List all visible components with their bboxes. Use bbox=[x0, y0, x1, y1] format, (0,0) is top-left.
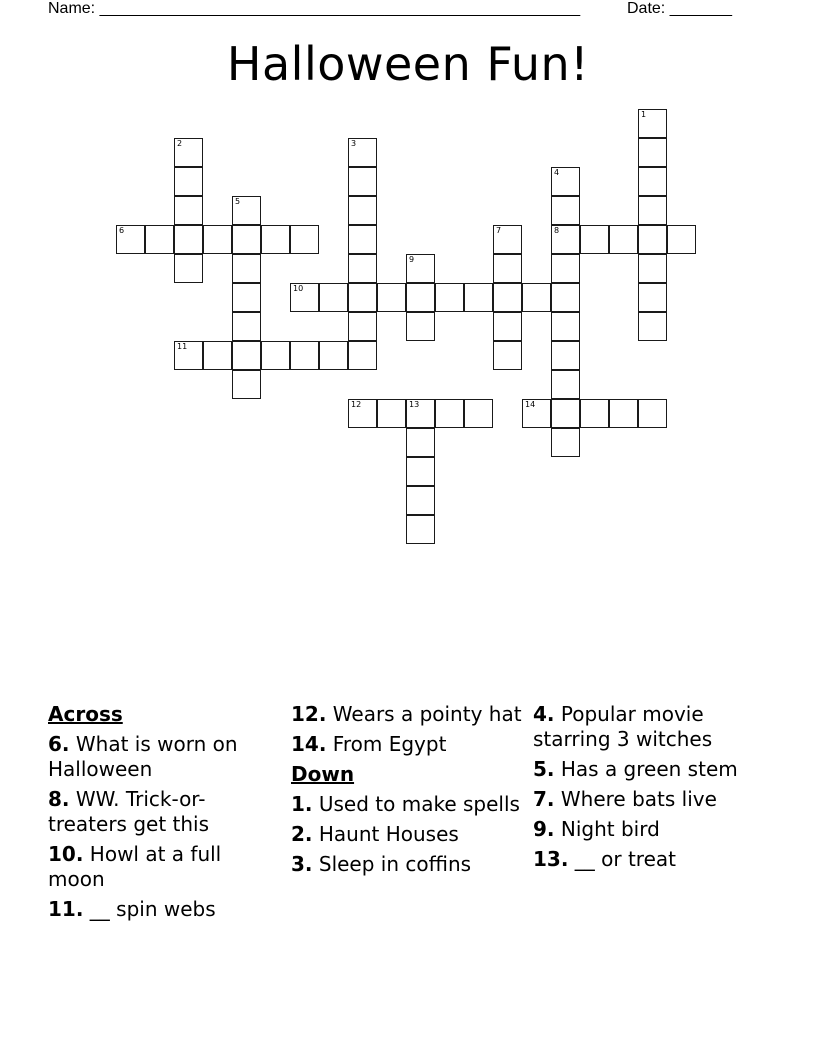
grid-cell[interactable] bbox=[319, 341, 348, 370]
clue-text: Popular movie starring 3 witches bbox=[533, 702, 713, 751]
grid-cell[interactable] bbox=[348, 312, 377, 341]
clue-text: __ or treat bbox=[568, 847, 676, 871]
grid-cell[interactable] bbox=[435, 283, 464, 312]
clue-text: Has a green stem bbox=[554, 757, 738, 781]
grid-cell[interactable] bbox=[348, 254, 377, 283]
clue-down-13 bbox=[533, 847, 769, 872]
cell-number: 6 bbox=[119, 226, 125, 235]
grid-cell[interactable] bbox=[551, 312, 580, 341]
grid-cell[interactable] bbox=[348, 138, 377, 167]
clue-text: Sleep in coffins bbox=[312, 852, 472, 876]
clue-text: Used to make spells bbox=[312, 792, 520, 816]
grid-cell[interactable] bbox=[638, 399, 667, 428]
grid-cell[interactable] bbox=[522, 283, 551, 312]
grid-cell[interactable] bbox=[261, 341, 290, 370]
clue-number: 4. bbox=[533, 702, 555, 726]
clue-text: Haunt Houses bbox=[312, 822, 459, 846]
clue-down-9 bbox=[533, 817, 769, 842]
grid-cell[interactable] bbox=[174, 138, 203, 167]
grid-cell[interactable] bbox=[638, 167, 667, 196]
cell-number: 8 bbox=[554, 226, 560, 235]
grid-cell[interactable] bbox=[638, 138, 667, 167]
grid-cell[interactable] bbox=[638, 312, 667, 341]
grid-cell[interactable] bbox=[551, 370, 580, 399]
cell-number: 1 bbox=[641, 110, 647, 119]
grid-cell[interactable] bbox=[638, 283, 667, 312]
clue-across-6 bbox=[48, 732, 284, 782]
clue-number: 1. bbox=[291, 792, 313, 816]
clue-number: 3. bbox=[291, 852, 313, 876]
grid-cell[interactable] bbox=[406, 312, 435, 341]
clue-down-7 bbox=[533, 787, 769, 812]
grid-cell[interactable] bbox=[551, 341, 580, 370]
grid-cell[interactable] bbox=[406, 399, 435, 428]
page-title: Halloween Fun! bbox=[226, 37, 590, 91]
cell-number: 2 bbox=[177, 139, 183, 148]
clue-text: From Egypt bbox=[326, 732, 447, 756]
cell-number: 11 bbox=[177, 342, 188, 351]
grid-cell[interactable] bbox=[551, 399, 580, 428]
grid-cell[interactable] bbox=[174, 167, 203, 196]
grid-cell[interactable] bbox=[638, 254, 667, 283]
grid-cell[interactable] bbox=[406, 457, 435, 486]
grid-cell[interactable] bbox=[232, 312, 261, 341]
grid-cell[interactable] bbox=[551, 225, 580, 254]
clue-down-4 bbox=[533, 702, 769, 752]
grid-cell[interactable] bbox=[406, 515, 435, 544]
clue-number: 13. bbox=[533, 847, 569, 871]
grid-cell[interactable] bbox=[493, 283, 522, 312]
clue-number: 10. bbox=[48, 842, 84, 866]
grid-cell[interactable] bbox=[203, 225, 232, 254]
across-heading: Across bbox=[48, 702, 123, 726]
cell-number: 4 bbox=[554, 168, 560, 177]
clue-number: 12. bbox=[291, 702, 327, 726]
grid-cell[interactable] bbox=[580, 225, 609, 254]
cell-number: 14 bbox=[525, 400, 536, 409]
grid-cell[interactable] bbox=[464, 399, 493, 428]
clue-number: 11. bbox=[48, 897, 84, 921]
grid-cell[interactable] bbox=[609, 225, 638, 254]
cell-number: 5 bbox=[235, 197, 241, 206]
clue-text: WW. Trick-or-treaters get this bbox=[48, 787, 210, 836]
grid-cell[interactable] bbox=[551, 167, 580, 196]
clues-column-3 bbox=[533, 702, 769, 877]
grid-cell[interactable] bbox=[406, 254, 435, 283]
grid-cell[interactable] bbox=[348, 399, 377, 428]
grid-cell[interactable] bbox=[290, 225, 319, 254]
grid-cell[interactable] bbox=[290, 283, 319, 312]
grid-cell[interactable] bbox=[551, 196, 580, 225]
clue-down-5 bbox=[533, 757, 769, 782]
grid-cell[interactable] bbox=[522, 399, 551, 428]
grid-cell[interactable] bbox=[435, 399, 464, 428]
clue-number: 2. bbox=[291, 822, 313, 846]
grid-cell[interactable] bbox=[551, 254, 580, 283]
grid-cell[interactable] bbox=[348, 196, 377, 225]
grid-cell[interactable] bbox=[493, 254, 522, 283]
cell-number: 12 bbox=[351, 400, 362, 409]
grid-cell[interactable] bbox=[116, 225, 145, 254]
clue-across-8 bbox=[48, 787, 284, 837]
grid-cell[interactable] bbox=[667, 225, 696, 254]
clue-across-14 bbox=[291, 732, 527, 757]
clue-down-2 bbox=[291, 822, 527, 847]
grid-cell[interactable] bbox=[551, 428, 580, 457]
grid-cell[interactable] bbox=[232, 196, 261, 225]
clues-column-2 bbox=[291, 702, 527, 882]
clue-number: 6. bbox=[48, 732, 70, 756]
grid-cell[interactable] bbox=[348, 341, 377, 370]
grid-cell[interactable] bbox=[319, 283, 348, 312]
cell-number: 10 bbox=[293, 284, 304, 293]
clue-number: 9. bbox=[533, 817, 555, 841]
clue-number: 7. bbox=[533, 787, 555, 811]
clue-text: Howl at a full moon bbox=[48, 842, 222, 891]
grid-cell[interactable] bbox=[638, 225, 667, 254]
clue-number: 5. bbox=[533, 757, 555, 781]
grid-cell[interactable] bbox=[493, 341, 522, 370]
grid-cell[interactable] bbox=[377, 283, 406, 312]
clue-text: Night bird bbox=[554, 817, 660, 841]
grid-cell[interactable] bbox=[174, 196, 203, 225]
grid-cell[interactable] bbox=[174, 254, 203, 283]
clue-down-1 bbox=[291, 792, 527, 817]
clue-across-12 bbox=[291, 702, 527, 727]
grid-cell[interactable] bbox=[406, 428, 435, 457]
cell-number: 13 bbox=[409, 400, 420, 409]
date-field-label: Date: _______ bbox=[627, 0, 732, 17]
grid-cell[interactable] bbox=[261, 225, 290, 254]
clues-column-1 bbox=[48, 702, 284, 927]
grid-cell[interactable] bbox=[145, 225, 174, 254]
grid-cell[interactable] bbox=[203, 341, 232, 370]
clue-number: 14. bbox=[291, 732, 327, 756]
grid-cell[interactable] bbox=[464, 283, 493, 312]
grid-cell[interactable] bbox=[638, 109, 667, 138]
grid-cell[interactable] bbox=[493, 312, 522, 341]
clue-number: 8. bbox=[48, 787, 70, 811]
grid-cell[interactable] bbox=[406, 283, 435, 312]
grid-cell[interactable] bbox=[174, 225, 203, 254]
grid-cell[interactable] bbox=[406, 486, 435, 515]
clue-text: Wears a pointy hat bbox=[326, 702, 522, 726]
grid-cell[interactable] bbox=[232, 254, 261, 283]
cell-number: 3 bbox=[351, 139, 357, 148]
grid-cell[interactable] bbox=[348, 283, 377, 312]
clue-down-3 bbox=[291, 852, 527, 877]
clue-across-11 bbox=[48, 897, 284, 922]
grid-cell[interactable] bbox=[348, 167, 377, 196]
grid-cell[interactable] bbox=[232, 341, 261, 370]
clue-across-10 bbox=[48, 842, 284, 892]
grid-cell[interactable] bbox=[232, 225, 261, 254]
clue-text: Where bats live bbox=[554, 787, 717, 811]
cell-number: 9 bbox=[409, 255, 415, 264]
grid-cell[interactable] bbox=[580, 399, 609, 428]
grid-cell[interactable] bbox=[232, 370, 261, 399]
name-field-label: Name: ______________________________________________________ bbox=[48, 0, 581, 17]
grid-cell[interactable] bbox=[174, 341, 203, 370]
grid-cell[interactable] bbox=[290, 341, 319, 370]
down-heading: Down bbox=[291, 762, 355, 786]
grid-cell[interactable] bbox=[551, 283, 580, 312]
cell-number: 7 bbox=[496, 226, 502, 235]
grid-cell[interactable] bbox=[377, 399, 406, 428]
grid-cell[interactable] bbox=[348, 225, 377, 254]
clue-text: __ spin webs bbox=[83, 897, 216, 921]
grid-cell[interactable] bbox=[609, 399, 638, 428]
grid-cell[interactable] bbox=[638, 196, 667, 225]
grid-cell[interactable] bbox=[232, 283, 261, 312]
grid-cell[interactable] bbox=[493, 225, 522, 254]
clue-text: What is worn on Halloween bbox=[48, 732, 238, 781]
